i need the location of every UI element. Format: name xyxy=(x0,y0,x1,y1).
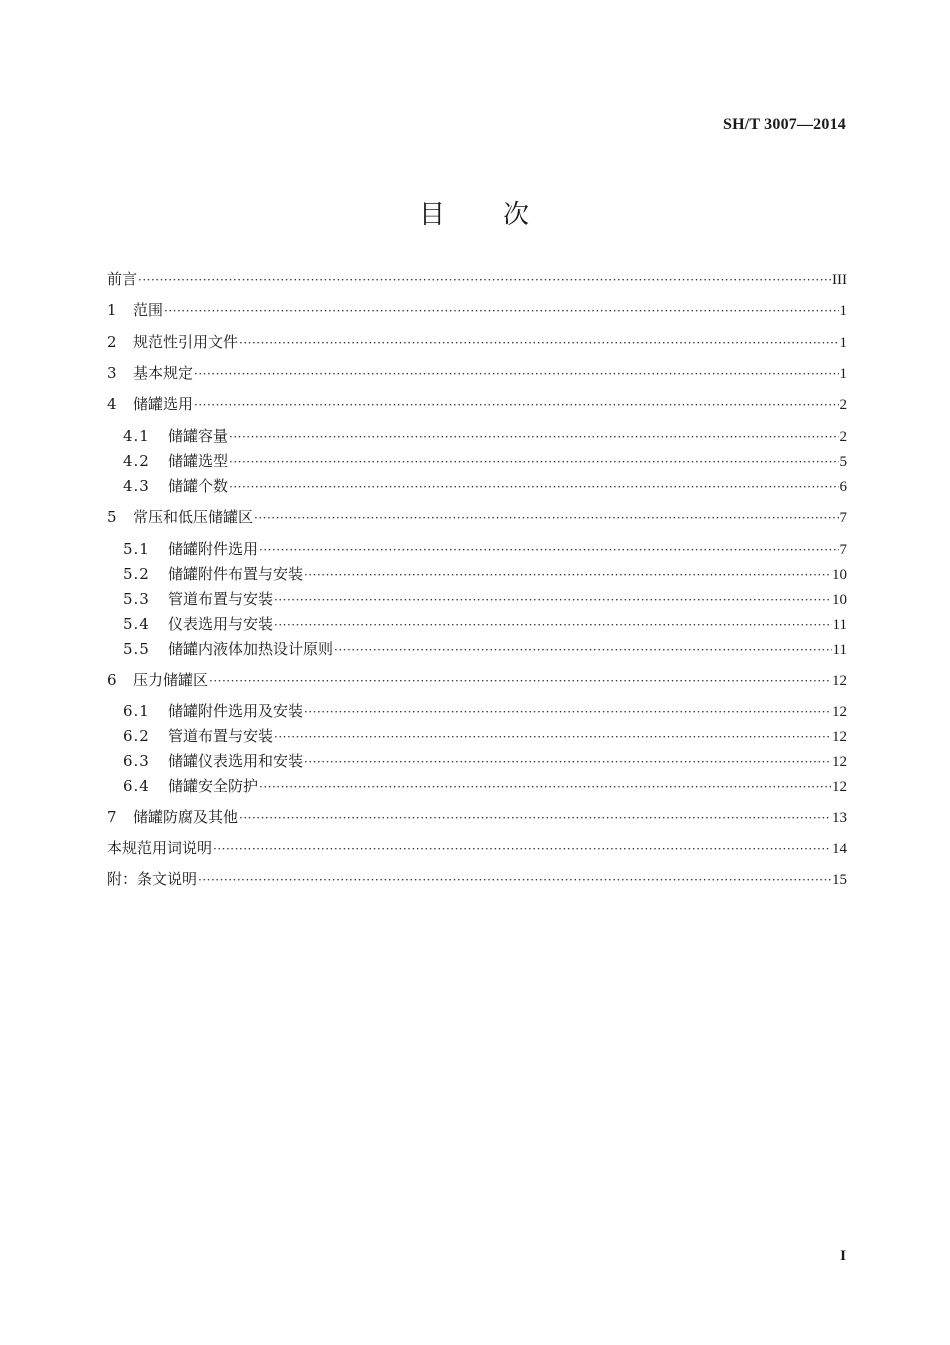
toc-entry[interactable] xyxy=(123,475,847,497)
toc-entry-number: 1 xyxy=(107,301,117,319)
toc-entry[interactable] xyxy=(123,613,847,635)
toc-entry-number: 5.2 xyxy=(123,565,150,583)
toc-entry-page: 13 xyxy=(832,810,847,826)
toc-leader-dots xyxy=(304,564,831,586)
toc-leader-dots xyxy=(274,589,831,611)
toc-entry-page: 12 xyxy=(832,704,847,720)
toc-entry-title: 本规范用词说明 xyxy=(107,839,213,857)
toc-entry[interactable] xyxy=(107,268,847,290)
toc-entry-title: 压力储罐区 xyxy=(133,671,209,689)
toc-leader-dots xyxy=(334,639,832,661)
toc-entry-title: 储罐仪表选用和安装 xyxy=(168,752,304,770)
toc-entry-number: 6.1 xyxy=(123,702,150,720)
toc-entry-number: 3 xyxy=(107,364,117,382)
toc-leader-dots xyxy=(239,807,831,829)
toc-entry-title: 储罐防腐及其他 xyxy=(133,808,239,826)
toc-entry[interactable] xyxy=(123,638,847,660)
toc-entry-title: 仪表选用与安装 xyxy=(168,615,274,633)
toc-entry[interactable] xyxy=(107,299,847,321)
toc-leader-dots xyxy=(254,507,838,529)
toc-entry-title: 规范性引用文件 xyxy=(133,333,239,351)
toc-entry-title: 前言 xyxy=(107,270,138,288)
toc-entry-page: 6 xyxy=(839,479,847,495)
toc-entry-title: 范围 xyxy=(133,301,164,319)
toc-entry-page: 15 xyxy=(832,872,847,888)
toc-entry-page: 2 xyxy=(839,429,847,445)
toc-leader-dots xyxy=(229,426,838,448)
toc-entry-number: 5.3 xyxy=(123,590,150,608)
toc-entry[interactable] xyxy=(123,588,847,610)
toc-entry-number: 7 xyxy=(107,808,117,826)
toc-entry[interactable] xyxy=(107,393,847,415)
toc-entry-title: 储罐内液体加热设计原则 xyxy=(168,640,334,658)
toc-entry[interactable] xyxy=(123,538,847,560)
toc-leader-dots xyxy=(198,869,831,891)
toc-entry-page: 12 xyxy=(832,729,847,745)
toc-entry-page: 12 xyxy=(832,754,847,770)
toc-leader-dots xyxy=(164,300,838,322)
toc-entry[interactable] xyxy=(107,868,847,890)
toc-entry-title: 储罐附件选用及安装 xyxy=(168,702,304,720)
toc-entry-page: 11 xyxy=(832,642,847,658)
toc-entry-number: 6.2 xyxy=(123,727,150,745)
toc-entry-title: 储罐选型 xyxy=(168,452,229,470)
toc-entry-page: 11 xyxy=(832,617,847,633)
toc-entry-page: 14 xyxy=(832,841,847,857)
toc-leader-dots xyxy=(229,476,838,498)
toc-entry-page: III xyxy=(832,272,847,288)
toc-entry[interactable] xyxy=(107,506,847,528)
toc-entry-title: 管道布置与安装 xyxy=(168,727,274,745)
toc-leader-dots xyxy=(259,776,831,798)
toc-leader-dots xyxy=(239,332,838,354)
toc-entry-page: 10 xyxy=(832,567,847,583)
toc-entry-title: 常压和低压储罐区 xyxy=(133,508,254,526)
toc-entry-page: 1 xyxy=(839,303,847,319)
toc-leader-dots xyxy=(259,539,838,561)
toc-entry-page: 12 xyxy=(832,779,847,795)
toc-entry-page: 10 xyxy=(832,592,847,608)
toc-entry-page: 7 xyxy=(839,510,847,526)
toc-entry-page: 7 xyxy=(839,542,847,558)
toc-entry-title: 储罐容量 xyxy=(168,427,229,445)
page-title: 目 次 xyxy=(418,200,531,230)
toc-leader-dots xyxy=(138,269,831,291)
toc-leader-dots xyxy=(229,451,838,473)
toc-entry-page: 5 xyxy=(839,454,847,470)
toc-entry-number: 4.3 xyxy=(123,477,150,495)
toc-entry-number: 4 xyxy=(107,395,117,413)
toc-leader-dots xyxy=(274,614,832,636)
toc-entry-page: 1 xyxy=(839,335,847,351)
toc-leader-dots xyxy=(274,726,831,748)
toc-leader-dots xyxy=(194,363,838,385)
toc-entry-number: 5.5 xyxy=(123,640,150,658)
toc-entry-page: 12 xyxy=(832,673,847,689)
toc-entry-title: 管道布置与安装 xyxy=(168,590,274,608)
toc-entry[interactable] xyxy=(107,837,847,859)
toc-leader-dots xyxy=(209,670,831,692)
toc-entry-title: 附：条文说明 xyxy=(107,870,198,888)
toc-entry[interactable] xyxy=(123,425,847,447)
document-code: SH/T 3007—2014 xyxy=(723,116,846,133)
toc-entry[interactable] xyxy=(107,362,847,384)
toc-entry-page: 2 xyxy=(839,397,847,413)
toc-entry-title: 基本规定 xyxy=(133,364,194,382)
toc-entry-title: 储罐选用 xyxy=(133,395,194,413)
toc-entry-number: 6.4 xyxy=(123,777,150,795)
toc-leader-dots xyxy=(304,751,831,773)
toc-entry-title: 储罐附件布置与安装 xyxy=(168,565,304,583)
toc-entry[interactable] xyxy=(107,806,847,828)
toc-entry[interactable] xyxy=(107,669,847,691)
toc-entry[interactable] xyxy=(123,563,847,585)
toc-entry-title: 储罐个数 xyxy=(168,477,229,495)
toc-entry-number: 5.1 xyxy=(123,540,150,558)
toc-entry-page: 1 xyxy=(839,366,847,382)
page-number: I xyxy=(840,1248,846,1264)
toc-leader-dots xyxy=(194,394,838,416)
toc-entry-number: 5.4 xyxy=(123,615,150,633)
toc-entry[interactable] xyxy=(123,725,847,747)
toc-entry[interactable] xyxy=(123,750,847,772)
toc-entry-title: 储罐附件选用 xyxy=(168,540,259,558)
toc-entry-number: 4.1 xyxy=(123,427,150,445)
toc-entry-number: 6 xyxy=(107,671,117,689)
toc-entry-number: 5 xyxy=(107,508,117,526)
toc-entry[interactable] xyxy=(123,775,847,797)
toc-entry[interactable] xyxy=(107,331,847,353)
toc-entry-number: 4.2 xyxy=(123,452,150,470)
toc-leader-dots xyxy=(304,701,831,723)
toc-entry[interactable] xyxy=(123,450,847,472)
toc-entry-number: 6.3 xyxy=(123,752,150,770)
toc-entry-title: 储罐安全防护 xyxy=(168,777,259,795)
toc-leader-dots xyxy=(213,838,831,860)
toc-entry[interactable] xyxy=(123,700,847,722)
toc-entry-number: 2 xyxy=(107,333,117,351)
